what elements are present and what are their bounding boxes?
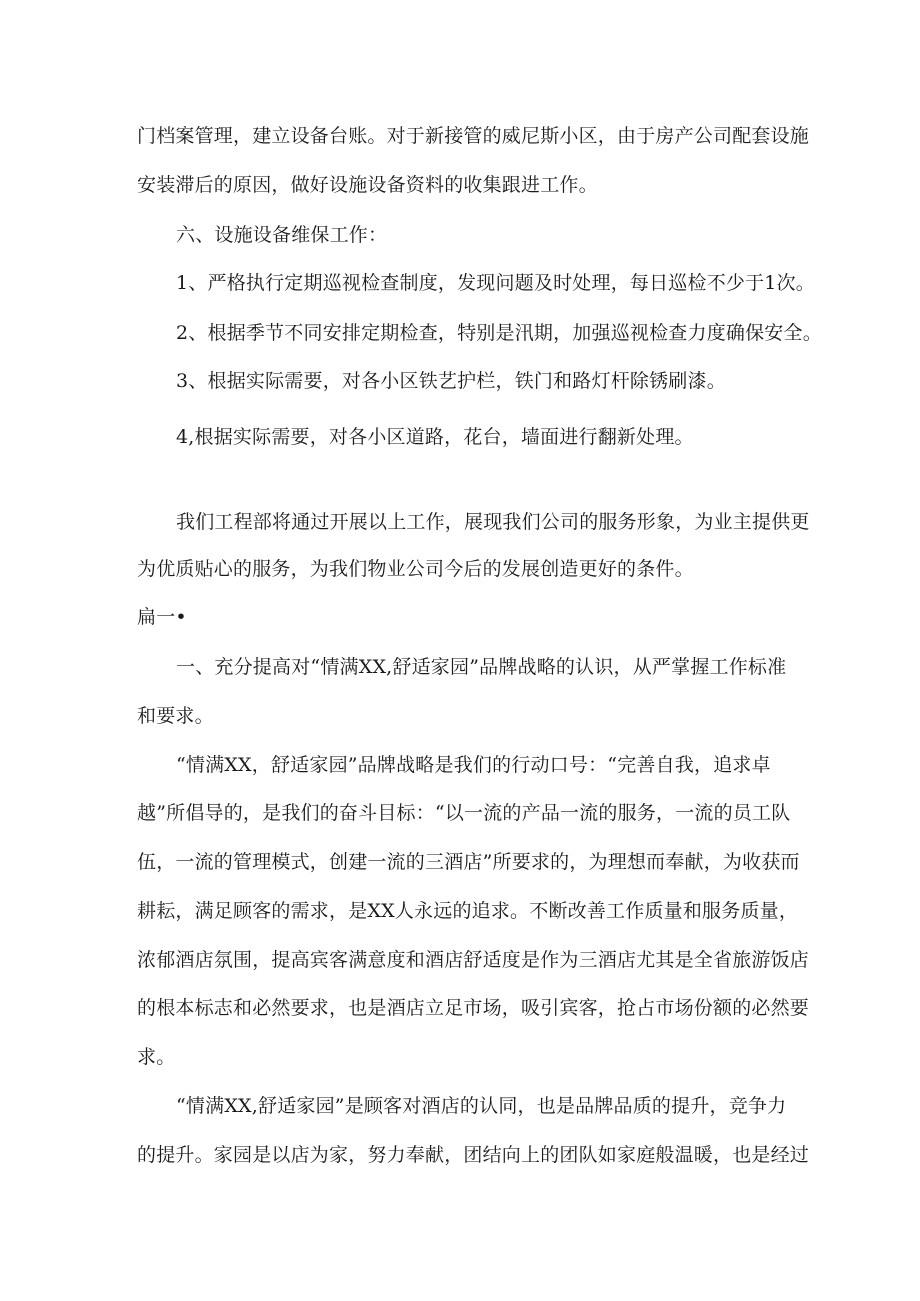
text-line: 的提升。家园是以店为家，努力奉献，团结向上的团队如家庭般温暖，也是经过 <box>137 1144 810 1166</box>
text-line: “情满XX，舒适家园”品牌战略是我们的行动口号：“完善自我，追求卓 <box>176 754 771 776</box>
text-line: 伍，一流的管理模式，创建一流的三酒店”所要求的，为理想而奉献，为收获而 <box>137 851 800 873</box>
section-heading: 一、充分提高对“情满XX,舒适家园”品牌战略的认识，从严掌握工作标准 <box>176 656 787 678</box>
text-line: 耕耘，满足顾客的需求，是XX人永远的追求。不断改善工作质量和服务质量， <box>137 900 799 922</box>
text-line: 我们工程部将通过开展以上工作，展现我们公司的服务形象，为业主提供更 <box>176 511 810 533</box>
list-item: 1、严格执行定期巡视检查制度，发现问题及时处理，每日巡检不少于1次。 <box>176 272 815 294</box>
text-line: 门档案管理，建立设备台账。对于新接管的威尼斯小区，由于房产公司配套设施 <box>137 125 810 147</box>
list-item: 2、根据季节不同安排定期检查，特别是汛期，加强巡视检查力度确保安全。 <box>176 322 822 344</box>
list-item: 4,根据实际需要，对各小区道路，花台，墙面进行翻新处理。 <box>176 426 694 448</box>
text-line: 的根本标志和必然要求，也是酒店立足市场，吸引宾客，抢占市场份额的必然要 <box>137 997 810 1019</box>
text-line: 越”所倡导的，是我们的奋斗目标：“以一流的产品一流的服务，一流的员工队 <box>137 802 791 824</box>
text-line: 求。 <box>137 1046 176 1068</box>
text-line: 安装滞后的原因，做好设施设备资料的收集跟进工作。 <box>137 174 598 196</box>
text-line: 和要求。 <box>137 705 214 727</box>
text-line: “情满XX,舒适家园”是顾客对酒店的认同，也是品牌品质的提升，竞争力 <box>176 1095 787 1117</box>
list-item: 3、根据实际需要，对各小区铁艺护栏，铁门和路灯杆除锈刷漆。 <box>176 370 726 392</box>
text-line: 为优质贴心的服务，为我们物业公司今后的发展创造更好的条件。 <box>137 558 694 580</box>
section-marker: 扁一• <box>137 606 187 628</box>
text-line: 浓郁酒店氛围，提高宾客满意度和酒店舒适度是作为三酒店尤其是全省旅游饭店 <box>137 949 810 971</box>
section-heading: 六、设施设备维保工作： <box>176 224 388 246</box>
